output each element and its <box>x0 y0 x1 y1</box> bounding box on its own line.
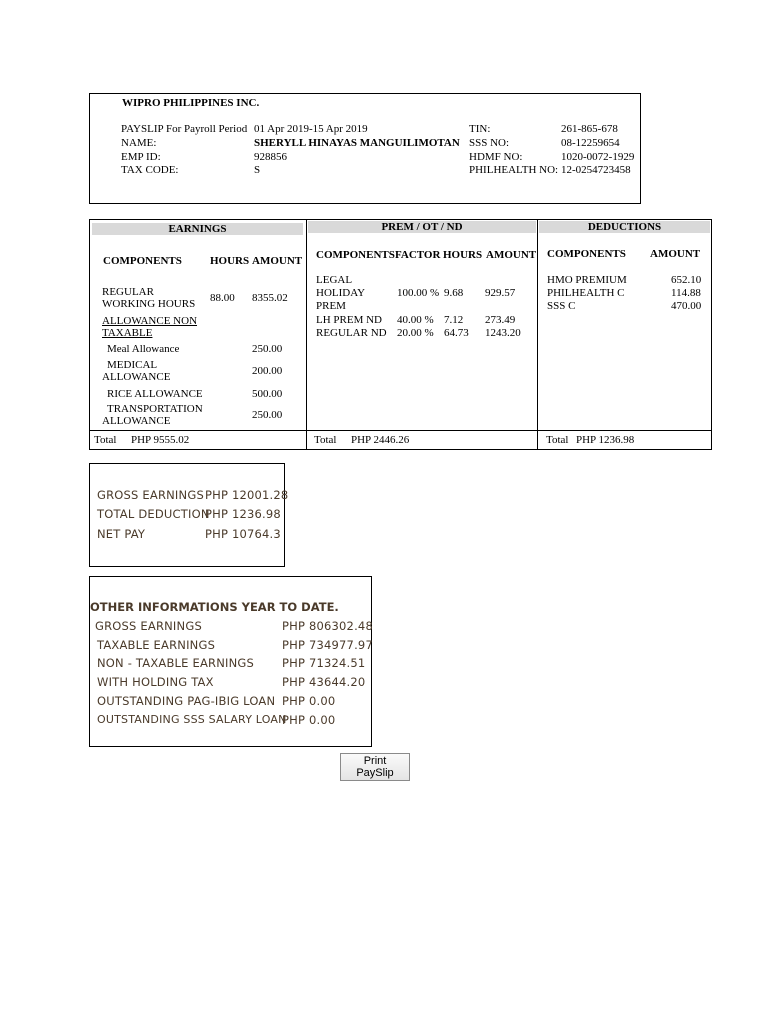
ytd-pagibig-value: PHP 0.00 <box>282 694 336 708</box>
print-payslip-button[interactable]: Print PaySlip <box>340 753 410 781</box>
legal-label: LEGAL <box>316 274 353 286</box>
total-deduction-value: PHP 1236.98 <box>205 507 281 521</box>
prem-col-amount: AMOUNT <box>486 249 537 261</box>
allowance-label: ALLOWANCE NON <box>102 315 198 327</box>
tax-code-label: TAX CODE: <box>121 164 179 176</box>
allowance-label-2: TAXABLE <box>102 327 153 339</box>
hdmf-value: 1020-0072-1929 <box>561 151 635 163</box>
period-label: PAYSLIP For Payroll Period <box>121 123 248 135</box>
deductions-col-amount: AMOUNT <box>650 248 701 260</box>
earnings-total-value: PHP 9555.02 <box>131 434 190 446</box>
ytd-sssloan-label: OUTSTANDING SSS SALARY LOAN <box>97 713 287 726</box>
legal-label-3: PREM <box>316 300 346 312</box>
employee-name: SHERYLL HINAYAS MANGUILIMOTAN <box>254 137 460 149</box>
deductions-header: DEDUCTIONS <box>539 221 710 233</box>
legal-label-2: HOLIDAY <box>316 287 366 299</box>
sss-c-amount: 470.00 <box>671 300 702 312</box>
regnd-amount: 1243.20 <box>485 327 521 339</box>
prem-header: PREM / OT / ND <box>308 221 536 233</box>
philhealth-c-label: PHILHEALTH C <box>547 287 625 299</box>
hdmf-label: HDMF NO: <box>469 151 523 163</box>
column-divider <box>306 219 307 450</box>
lhprem-factor: 40.00 % <box>397 314 434 326</box>
prem-total-value: PHP 2446.26 <box>351 434 410 446</box>
legal-hours: 9.68 <box>444 287 464 299</box>
earnings-col-components: COMPONENTS <box>103 255 182 267</box>
philhealth-value: 12-0254723458 <box>561 164 631 176</box>
total-deduction-label: TOTAL DEDUCTION <box>97 507 210 521</box>
prem-total-label: Total <box>314 434 337 446</box>
regular-label: REGULAR <box>102 286 154 298</box>
tin-label: TIN: <box>469 123 491 135</box>
regnd-factor: 20.00 % <box>397 327 434 339</box>
medical-label: MEDICAL <box>107 359 158 371</box>
regular-hours: 88.00 <box>210 292 235 304</box>
deductions-total-label: Total <box>546 434 569 446</box>
ytd-wtax-value: PHP 43644.20 <box>282 675 366 689</box>
ytd-gross-value: PHP 806302.48 <box>282 619 373 633</box>
sss-c-label: SSS C <box>547 300 576 312</box>
net-pay-value: PHP 10764.3 <box>205 527 281 541</box>
tin-value: 261-865-678 <box>561 123 618 135</box>
regnd-label: REGULAR ND <box>316 327 387 339</box>
ytd-taxable-value: PHP 734977.97 <box>282 638 373 652</box>
prem-col-factor: FACTOR <box>395 249 441 261</box>
company-name: WIPRO PHILIPPINES INC. <box>122 97 260 109</box>
deductions-col-components: COMPONENTS <box>547 248 626 260</box>
deductions-total-value: PHP 1236.98 <box>576 434 635 446</box>
ytd-pagibig-label: OUTSTANDING PAG-IBIG LOAN <box>97 694 276 708</box>
philhealth-label: PHILHEALTH NO: <box>469 164 559 176</box>
ytd-nontaxable-label: NON - TAXABLE EARNINGS <box>97 656 255 670</box>
hmo-label: HMO PREMIUM <box>547 274 627 286</box>
regular-amount: 8355.02 <box>252 292 288 304</box>
transport-label-2: ALLOWANCE <box>102 415 171 427</box>
ytd-nontaxable-value: PHP 71324.51 <box>282 656 366 670</box>
ytd-taxable-label: TAXABLE EARNINGS <box>97 638 216 652</box>
regnd-hours: 64.73 <box>444 327 469 339</box>
earnings-total-label: Total <box>94 434 117 446</box>
emp-id-value: 928856 <box>254 151 287 163</box>
ytd-sssloan-value: PHP 0.00 <box>282 713 336 727</box>
lhprem-amount: 273.49 <box>485 314 516 326</box>
meal-amount: 250.00 <box>252 343 283 355</box>
ytd-wtax-label: WITH HOLDING TAX <box>97 675 214 689</box>
column-divider <box>537 219 538 450</box>
sss-value: 08-12259654 <box>561 137 620 149</box>
rice-label: RICE ALLOWANCE <box>107 388 203 400</box>
legal-amount: 929.57 <box>485 287 516 299</box>
name-label: NAME: <box>121 137 157 149</box>
total-row-divider <box>89 430 712 431</box>
rice-amount: 500.00 <box>252 388 283 400</box>
medical-amount: 200.00 <box>252 365 283 377</box>
gross-earnings-value: PHP 12001.28 <box>205 488 289 502</box>
net-pay-label: NET PAY <box>97 527 146 541</box>
earnings-col-amount: AMOUNT <box>252 255 303 267</box>
prem-col-hours: HOURS <box>443 249 483 261</box>
period-value: 01 Apr 2019-15 Apr 2019 <box>254 123 368 135</box>
legal-factor: 100.00 % <box>397 287 440 299</box>
lhprem-label: LH PREM ND <box>316 314 383 326</box>
tax-code-value: S <box>254 164 261 176</box>
philhealth-c-amount: 114.88 <box>671 287 701 299</box>
transport-label: TRANSPORTATION <box>107 403 203 415</box>
medical-label-2: ALLOWANCE <box>102 371 171 383</box>
sss-label: SSS NO: <box>469 137 510 149</box>
lhprem-hours: 7.12 <box>444 314 464 326</box>
hmo-amount: 652.10 <box>671 274 702 286</box>
prem-col-components: COMPONENTS <box>316 249 395 261</box>
ytd-gross-label: GROSS EARNINGS <box>95 619 202 633</box>
ytd-title: OTHER INFORMATIONS YEAR TO DATE. <box>90 600 339 614</box>
earnings-col-hours: HOURS <box>210 255 250 267</box>
emp-id-label: EMP ID: <box>121 151 161 163</box>
meal-label: Meal Allowance <box>107 343 180 355</box>
earnings-header: EARNINGS <box>92 223 303 235</box>
transport-amount: 250.00 <box>252 409 283 421</box>
regular-label-2: WORKING HOURS <box>102 298 196 310</box>
gross-earnings-label: GROSS EARNINGS <box>97 488 204 502</box>
